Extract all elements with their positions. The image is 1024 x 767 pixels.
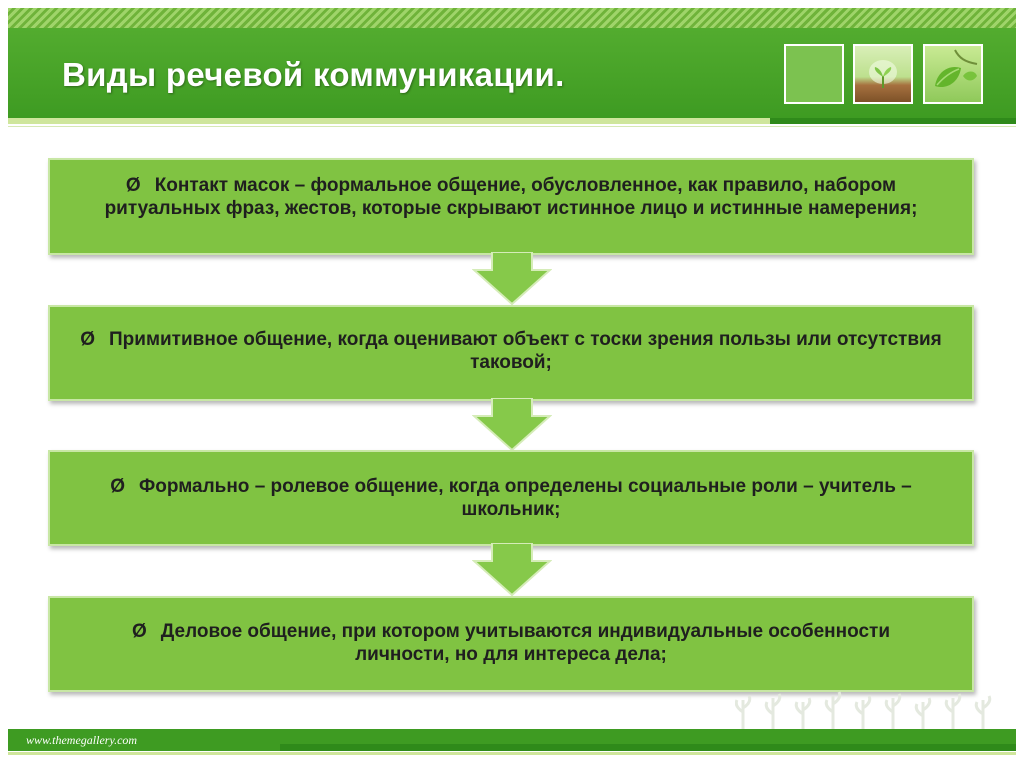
bullet-icon: Ø — [125, 175, 141, 196]
step-4-text: Ø Деловое общение, при котором учитываются индивидуальные особенности личности, но для интереса дела; — [132, 621, 890, 665]
down-arrow-icon — [472, 252, 552, 306]
bullet-icon: Ø — [110, 476, 126, 497]
sprouts-decoration-icon — [735, 690, 1007, 730]
header-thumbnail-plain — [784, 44, 844, 104]
step-box-4 — [48, 596, 974, 692]
sprout-image — [853, 44, 913, 104]
bullet-icon: Ø — [80, 329, 95, 350]
footer-url: www.themegallery.com — [26, 733, 138, 747]
bullet-icon: Ø — [132, 621, 147, 642]
footer-accent-dark — [280, 744, 1016, 751]
header-divider — [8, 126, 1016, 127]
step-3-text: Ø Формально – ролевое общение, когда определены социальные роли – учитель – школьник; — [110, 476, 912, 520]
slide-title: Виды речевой коммуникации. — [62, 56, 565, 93]
footer-accent-line — [8, 752, 1016, 755]
header-accent-dark — [770, 118, 1016, 124]
down-arrow-icon — [472, 543, 552, 597]
down-arrow-icon — [472, 398, 552, 452]
step-box-1 — [48, 158, 974, 255]
step-box-3 — [48, 450, 974, 546]
leaf-image — [923, 44, 983, 104]
header-stripes — [8, 8, 1016, 28]
step-2-text: Ø Примитивное общение, когда оценивают объект с тоски зрения пользы или отсутствия таковой; — [80, 329, 942, 373]
step-box-2 — [48, 305, 974, 401]
step-1-text: Ø Контакт масок – формальное общение, обусловленное, как правило, набором ритуальных фраз, жестов, которые скрывают истинное лицо и истинные намерения; — [104, 175, 918, 219]
